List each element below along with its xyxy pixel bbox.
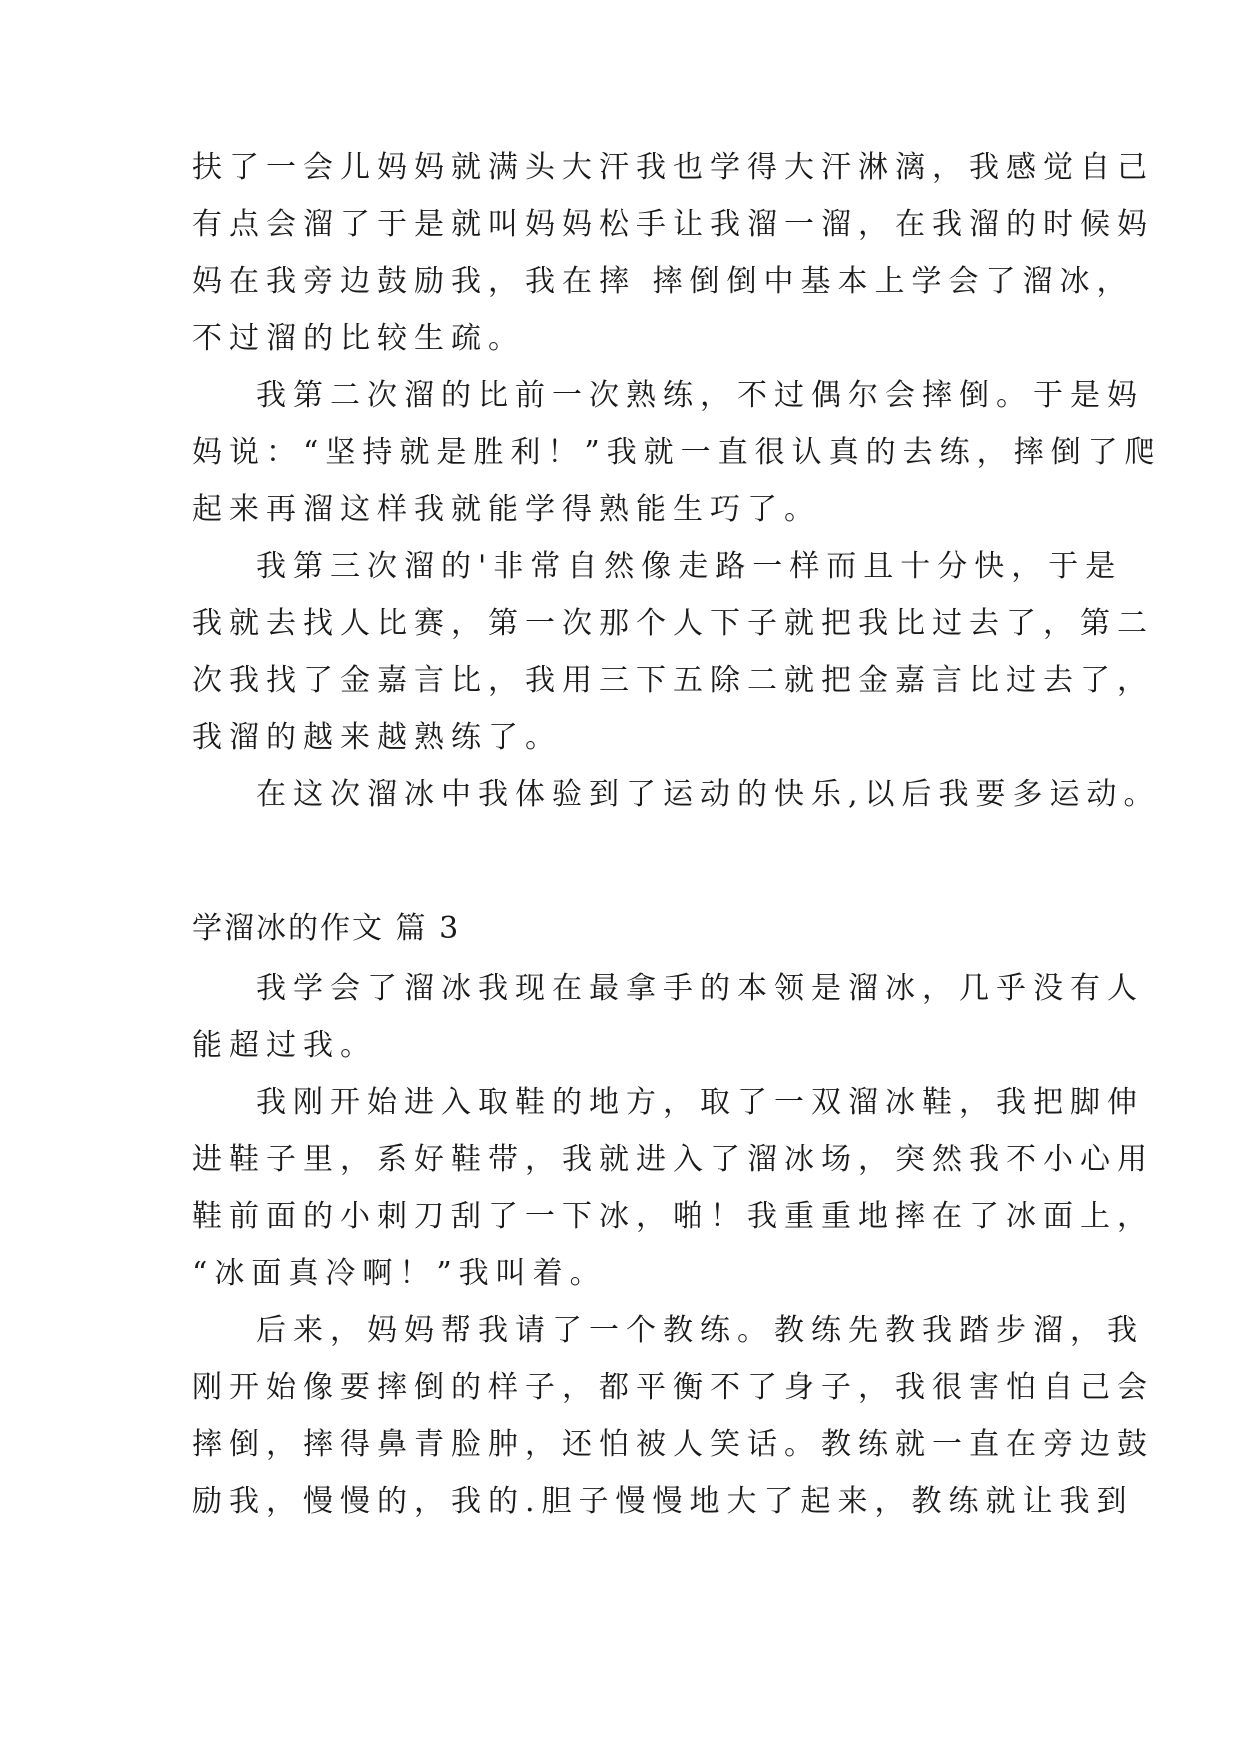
text-line: 我溜的越来越熟练了。 — [192, 720, 562, 755]
text-line: “冰面真冷啊！”我叫着。 — [192, 1256, 607, 1291]
paragraph-first-line: 我第二次溜的比前一次熟练，不过偶尔会摔倒。于是妈 — [256, 378, 1144, 413]
section-heading: 学溜冰的作文 篇 3 — [192, 911, 461, 946]
paragraph-first-line: 我学会了溜冰我现在最拿手的本领是溜冰，几乎没有人 — [256, 971, 1144, 1006]
text-line: 不过溜的比较生疏。 — [192, 321, 525, 356]
paragraph-first-line: 后来，妈妈帮我请了一个教练。教练先教我踏步溜，我 — [256, 1313, 1144, 1348]
paragraph-first-line: 我第三次溜的'非常自然像走路一样而且十分快，于是 — [256, 549, 1123, 584]
paragraph-first-line: 在这次溜冰中我体验到了运动的快乐,以后我要多运动。 — [256, 777, 1161, 812]
text-line: 进鞋子里，系好鞋带，我就进入了溜冰场，突然我不小心用 — [192, 1142, 1154, 1177]
text-line: 摔倒，摔得鼻青脸肿，还怕被人笑话。教练就一直在旁边鼓 — [192, 1427, 1154, 1462]
text-line: 有点会溜了于是就叫妈妈松手让我溜一溜，在我溜的时候妈 — [192, 207, 1154, 242]
paragraph-first-line: 我刚开始进入取鞋的地方，取了一双溜冰鞋，我把脚伸 — [256, 1085, 1144, 1120]
text-line: 妈在我旁边鼓励我，我在摔 摔倒倒中基本上学会了溜冰， — [192, 264, 1134, 299]
text-line: 扶了一会儿妈妈就满头大汗我也学得大汗淋漓，我感觉自己 — [192, 150, 1154, 185]
text-line: 励我，慢慢的，我的.胆子慢慢地大了起来，教练就让我到 — [192, 1484, 1134, 1519]
text-line: 妈说：“坚持就是胜利！”我就一直很认真的去练，摔倒了爬 — [192, 435, 1162, 470]
text-line: 起来再溜这样我就能学得熟能生巧了。 — [192, 492, 821, 527]
text-line: 刚开始像要摔倒的样子，都平衡不了身子，我很害怕自己会 — [192, 1370, 1154, 1405]
text-line: 能超过我。 — [192, 1028, 377, 1063]
text-line: 次我找了金嘉言比，我用三下五除二就把金嘉言比过去了， — [192, 663, 1154, 698]
text-line: 我就去找人比赛，第一次那个人下子就把我比过去了，第二 — [192, 606, 1154, 641]
text-line: 鞋前面的小刺刀刮了一下冰，啪！我重重地摔在了冰面上， — [192, 1199, 1154, 1234]
